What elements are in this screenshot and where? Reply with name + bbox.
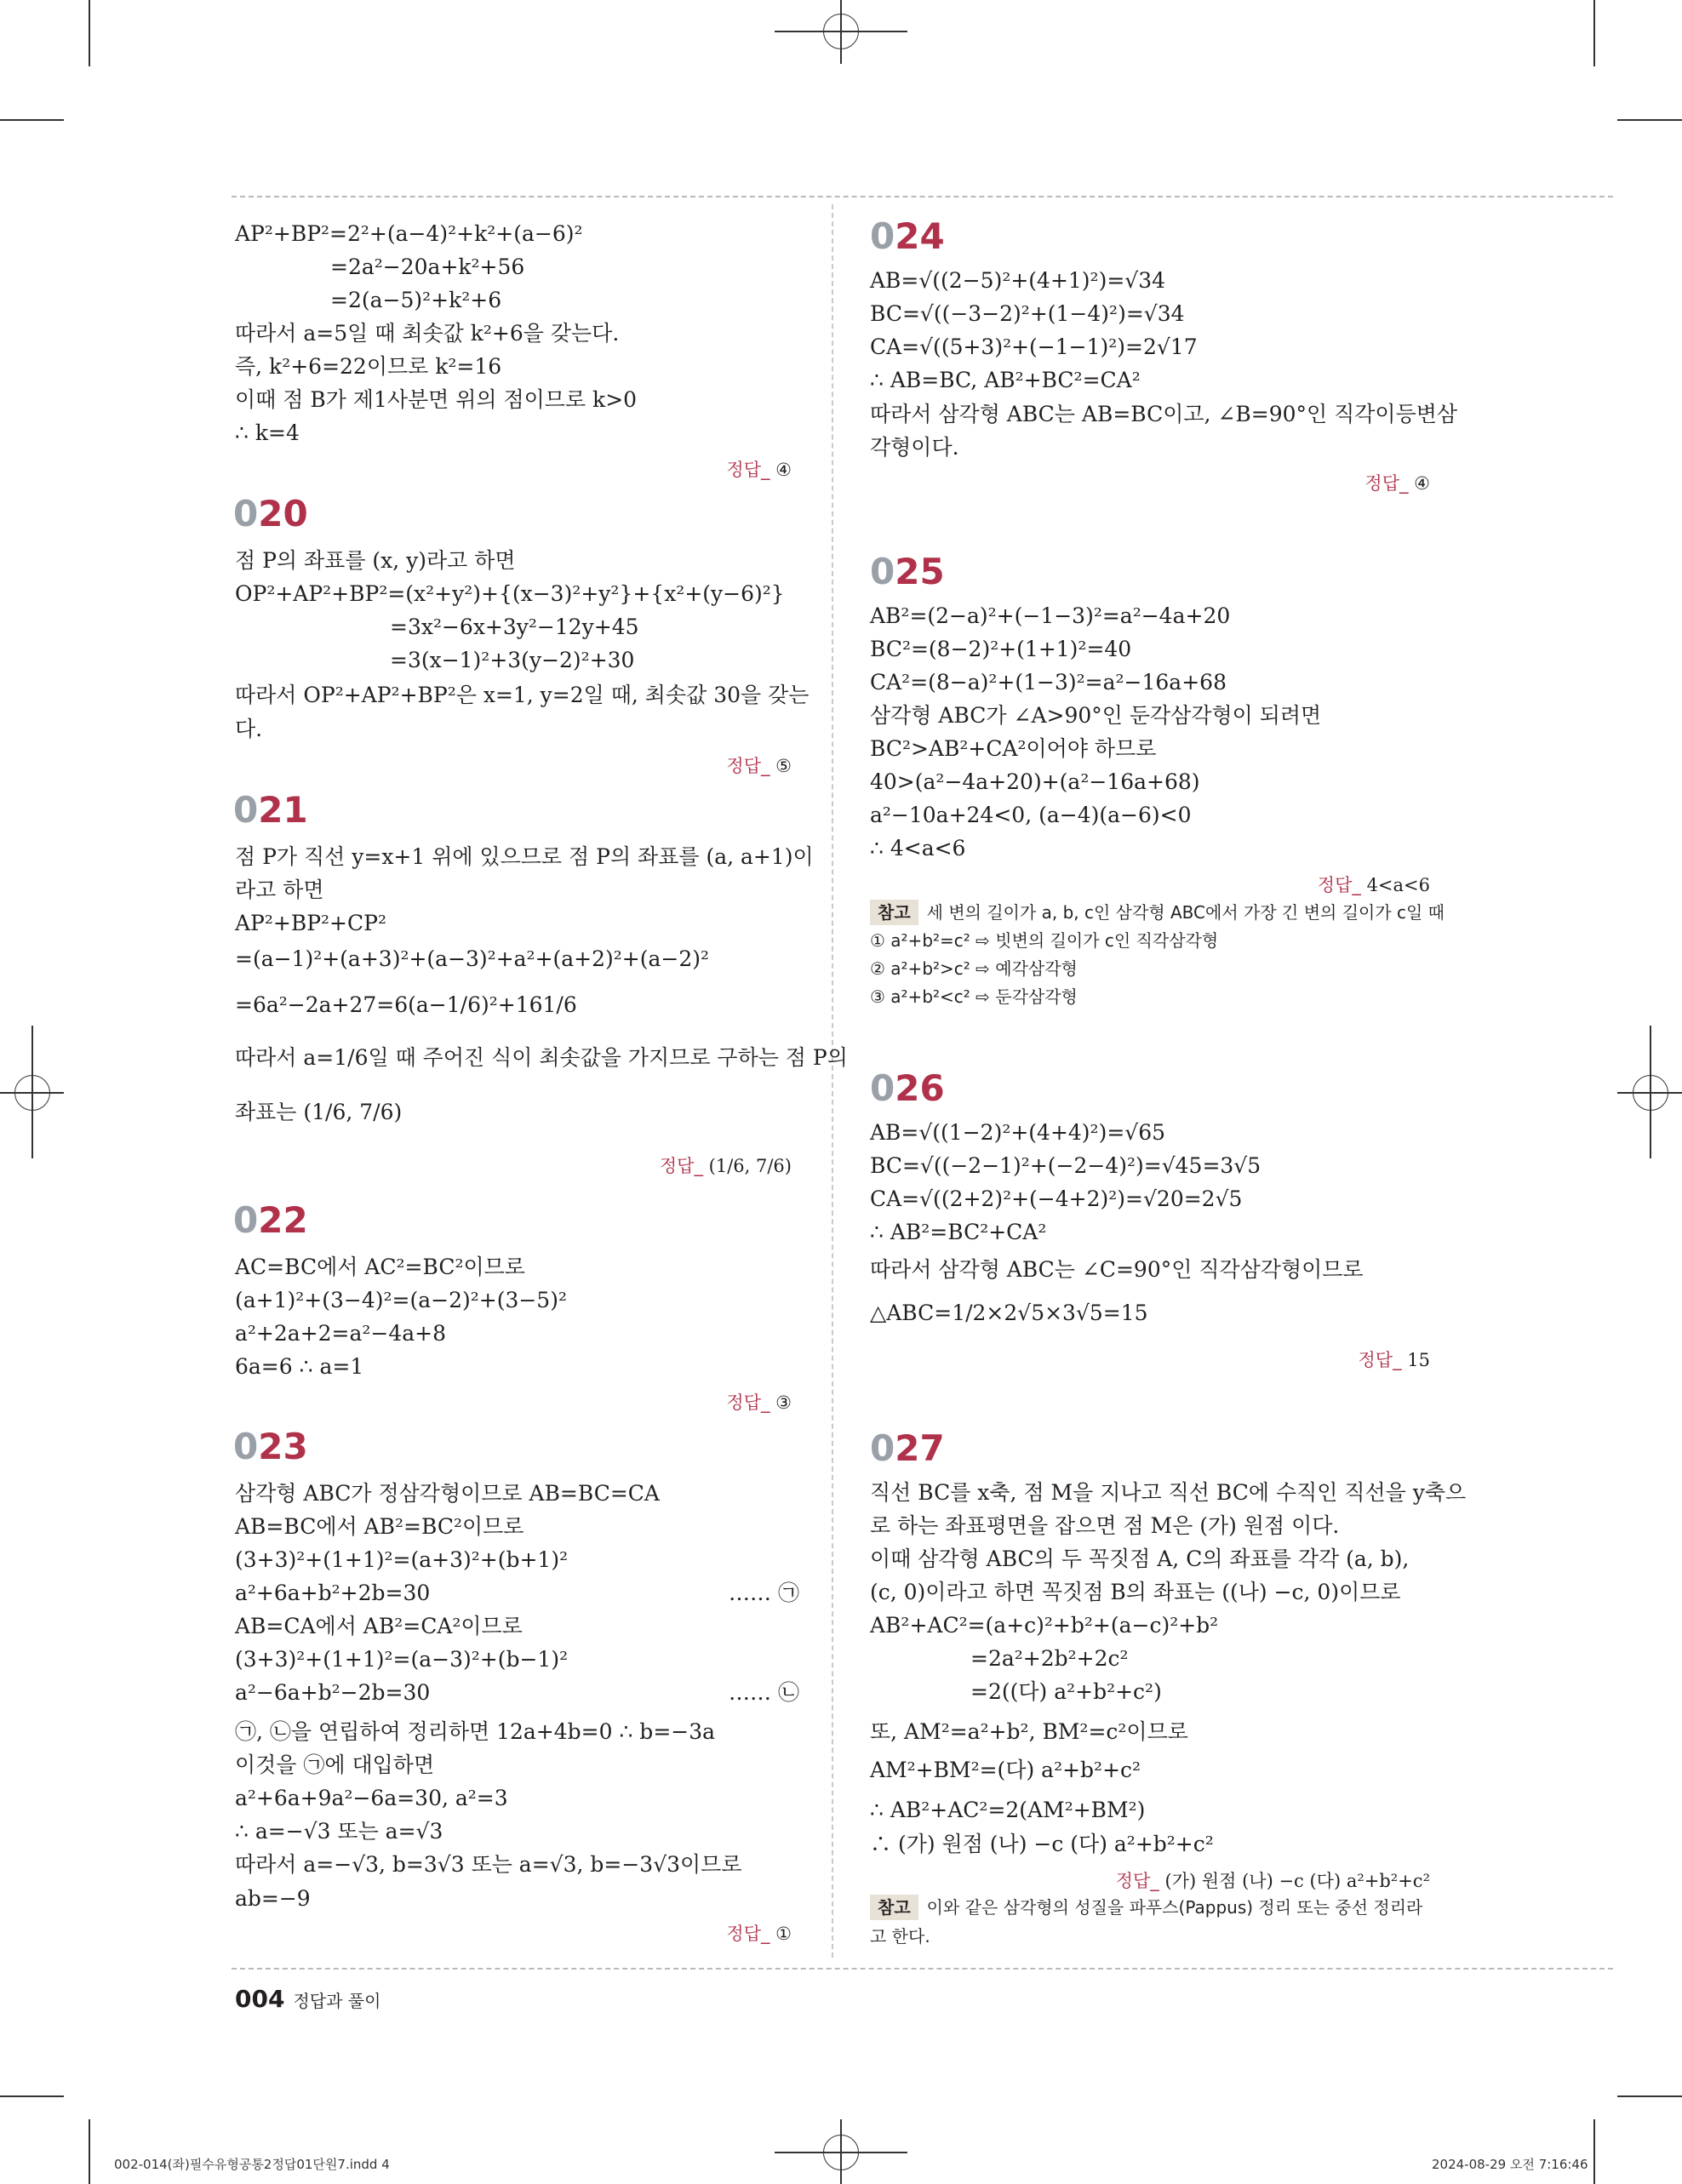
math-line: AP²+BP²=2²+(a−4)²+k²+(a−6)² (235, 221, 583, 246)
math-line: =2(a−5)²+k²+6 (330, 288, 502, 312)
math-line: ∴ AB=BC, AB²+BC²=CA² (870, 368, 1141, 392)
text-line: 각형이다. (870, 435, 959, 460)
math-line: 6a=6 ∴ a=1 (235, 1354, 364, 1379)
text-line: 이것을 ㉠에 대입하면 (235, 1752, 435, 1777)
math-line: CA=√((2+2)²+(−4+2)²)=√20=2√5 (870, 1186, 1243, 1211)
math-line: OP²+AP²+BP²=(x²+y²)+{(x−3)²+y²}+{x²+(y−6)²} (235, 581, 785, 606)
text-line: AB=BC에서 AB²=BC²이므로 (235, 1514, 524, 1539)
math-line: ∴ 4<a<6 (870, 836, 966, 860)
crop-mark (0, 119, 64, 121)
reference-note: 고 한다. (870, 1926, 930, 1947)
reference-note: ③ a²+b²<c² ⇨ 둔각삼각형 (870, 986, 1078, 1007)
column-divider (832, 204, 833, 1958)
math-line: a²+6a+b²+2b=30 (235, 1581, 431, 1605)
math-line: CA=√((5+3)²+(−1−1)²)=2√17 (870, 334, 1198, 359)
problem-number: 021 (233, 789, 308, 831)
math-line: AM²+BM²=(다) a²+b²+c² (870, 1758, 1141, 1782)
math-line: (a+1)²+(3−4)²=(a−2)²+(3−5)² (235, 1288, 567, 1312)
math-line: a²+2a+2=a²−4a+8 (235, 1321, 447, 1346)
text-line: 따라서 삼각형 ABC는 ∠C=90°인 직각삼각형이므로 (870, 1257, 1364, 1282)
math-line: ab=−9 (235, 1886, 311, 1911)
text-line: 따라서 a=−√3, b=3√3 또는 a=√3, b=−3√3이므로 (235, 1852, 742, 1877)
text-line: 이때 점 B가 제1사분면 위의 점이므로 k>0 (235, 387, 638, 412)
math-line: AB=√((1−2)²+(4+4)²)=√65 (870, 1120, 1166, 1145)
text-line: ㉠, ㉡을 연립하여 정리하면 12a+4b=0 ∴ b=−3a (235, 1719, 716, 1744)
text-line: 점 P의 좌표를 (x, y)라고 하면 (235, 548, 516, 573)
math-line: AP²+BP²+CP² (235, 911, 386, 935)
text-line: 따라서 a=1/6일 때 주어진 식이 최솟값을 가지므로 구하는 점 P의 (235, 1045, 848, 1070)
equation-marker: …… ㉠ (729, 1581, 799, 1605)
text-line: AC=BC에서 AC²=BC²이므로 (235, 1255, 525, 1279)
math-line: (3+3)²+(1+1)²=(a−3)²+(b−1)² (235, 1647, 569, 1672)
math-line: =2((다) a²+b²+c²) (970, 1679, 1162, 1704)
text-line: 로 하는 좌표평면을 잡으면 점 M은 (가) 원점 이다. (870, 1513, 1340, 1538)
registration-circle (823, 14, 859, 49)
math-line: CA²=(8−a)²+(1−3)²=a²−16a+68 (870, 670, 1227, 695)
problem-number: 027 (870, 1427, 945, 1469)
text-line: 따라서 삼각형 ABC는 AB=BC이고, ∠B=90°인 직각이등변삼 (870, 402, 1458, 426)
answer-label: 정답_ ⑤ (726, 756, 792, 776)
answer-label: 정답_ ③ (726, 1392, 792, 1413)
math-line: 40>(a²−4a+20)+(a²−16a+68) (870, 769, 1200, 794)
answer-label: 정답_ ① (726, 1924, 792, 1944)
text-line: 라고 하면 (235, 878, 324, 902)
math-line: ∴ AB²+AC²=2(AM²+BM²) (870, 1798, 1146, 1822)
math-line: =6a²−2a+27=6(a−1/6)²+161/6 (235, 992, 577, 1017)
math-line: AB=√((2−5)²+(4+1)²)=√34 (870, 268, 1166, 293)
crop-mark (0, 2095, 64, 2097)
math-line: =2a²+2b²+2c² (970, 1646, 1129, 1671)
math-line: =2a²−20a+k²+56 (330, 254, 525, 279)
text-line: 따라서 a=5일 때 최솟값 k²+6을 갖는다. (235, 321, 620, 346)
math-line: (3+3)²+(1+1)²=(a+3)²+(b+1)² (235, 1547, 569, 1572)
crop-mark (1617, 2095, 1682, 2097)
text-line: 즉, k²+6=22이므로 k²=16 (235, 354, 502, 379)
answer-label: 정답_ ④ (726, 460, 792, 480)
date-slug: 2024-08-29 오전 7:16:46 (1432, 2157, 1588, 2172)
problem-number: 026 (870, 1067, 945, 1109)
text-line: 삼각형 ABC가 ∠A>90°인 둔각삼각형이 되려면 (870, 703, 1322, 728)
reference-note: 참고 이와 같은 삼각형의 성질을 파푸스(Pappus) 정리 또는 중선 정리라 (870, 1895, 1422, 1920)
text-line: 좌표는 (1/6, 7/6) (235, 1100, 403, 1124)
text-line: 따라서 OP²+AP²+BP²은 x=1, y=2일 때, 최솟값 30을 갖는 (235, 683, 810, 707)
text-line: ∴ k=4 (235, 420, 300, 445)
math-line: a²+6a+9a²−6a=30, a²=3 (235, 1786, 508, 1810)
math-line: =(a−1)²+(a+3)²+(a−3)²+a²+(a+2)²+(a−2)² (235, 946, 710, 971)
text-line: 삼각형 ABC가 정삼각형이므로 AB=BC=CA (235, 1481, 660, 1506)
reference-note: ② a²+b²>c² ⇨ 예각삼각형 (870, 958, 1078, 979)
note-tag: 참고 (870, 1895, 918, 1920)
answer-label: 정답_ ④ (1364, 473, 1430, 494)
math-line: BC=√((−3−2)²+(1−4)²)=√34 (870, 301, 1185, 326)
top-dashed-rule (232, 196, 1613, 197)
math-line: a²−10a+24<0, (a−4)(a−6)<0 (870, 803, 1192, 827)
bottom-dashed-rule (232, 1968, 1613, 1970)
problem-number: 025 (870, 551, 945, 592)
file-slug: 002-014(좌)필수유형공통2정답01단원7.indd 4 (114, 2157, 390, 2172)
math-line: =3(x−1)²+3(y−2)²+30 (390, 648, 635, 672)
math-line: ∴ AB²=BC²+CA² (870, 1220, 1047, 1244)
answer-label: 정답_ 4<a<6 (1317, 875, 1430, 895)
text-line: (c, 0)이라고 하면 꼭짓점 B의 좌표는 ((나) −c, 0)이므로 (870, 1580, 1401, 1604)
text-line: 직선 BC를 x축, 점 M을 지나고 직선 BC에 수직인 직선을 y축으 (870, 1480, 1467, 1505)
problem-number: 023 (233, 1426, 308, 1467)
problem-number: 020 (233, 493, 308, 535)
answer-label: 정답_ (가) 원점 (나) −c (다) a²+b²+c² (1115, 1871, 1430, 1891)
crop-mark (89, 0, 90, 66)
reference-note: 참고 세 변의 길이가 a, b, c인 삼각형 ABC에서 가장 긴 변의 길이가 c일 때 (870, 900, 1445, 925)
crop-mark (1593, 0, 1595, 66)
math-line: AB²+AC²=(a+c)²+b²+(a−c)²+b² (870, 1613, 1219, 1638)
math-line: AB²=(2−a)²+(−1−3)²=a²−4a+20 (870, 603, 1231, 628)
equation-marker: …… ㉡ (729, 1680, 799, 1705)
page-label: 정답과 풀이 (293, 1991, 381, 2011)
problem-number: 022 (233, 1199, 308, 1241)
text-line: 점 P가 직선 y=x+1 위에 있으므로 점 P의 좌표를 (a, a+1)이 (235, 844, 814, 869)
math-line: BC=√((−2−1)²+(−2−4)²)=√45=3√5 (870, 1153, 1262, 1178)
text-line: BC²>AB²+CA²이어야 하므로 (870, 736, 1157, 761)
answer-label: 정답_ (1/6, 7/6) (659, 1156, 792, 1176)
text-line: 이때 삼각형 ABC의 두 꼭짓점 A, C의 좌표를 각각 (a, b), (870, 1547, 1410, 1571)
math-line: △ABC=1/2×2√5×3√5=15 (870, 1301, 1148, 1325)
text-line: ∴ (가) 원점 (나) −c (다) a²+b²+c² (870, 1832, 1214, 1856)
crop-mark (1617, 119, 1682, 121)
crop-mark (89, 2119, 90, 2184)
note-tag: 참고 (870, 900, 918, 925)
math-line: ∴ a=−√3 또는 a=√3 (235, 1819, 443, 1844)
registration-circle (823, 2135, 859, 2170)
answer-label: 정답_ 15 (1358, 1350, 1430, 1370)
registration-circle (14, 1075, 50, 1111)
text-line: AB=CA에서 AB²=CA²이므로 (235, 1614, 523, 1638)
text-line: 또, AM²=a²+b², BM²=c²이므로 (870, 1719, 1188, 1744)
text-line: 다. (235, 717, 263, 741)
math-line: BC²=(8−2)²+(1+1)²=40 (870, 637, 1132, 661)
registration-circle (1633, 1075, 1668, 1111)
page-number: 004 (235, 1985, 285, 2013)
crop-mark (1593, 2119, 1595, 2184)
math-line: a²−6a+b²−2b=30 (235, 1680, 431, 1705)
page-footer (235, 1985, 380, 2013)
problem-number: 024 (870, 215, 945, 257)
math-line: =3x²−6x+3y²−12y+45 (390, 615, 639, 639)
reference-note: ① a²+b²=c² ⇨ 빗변의 길이가 c인 직각삼각형 (870, 930, 1219, 951)
